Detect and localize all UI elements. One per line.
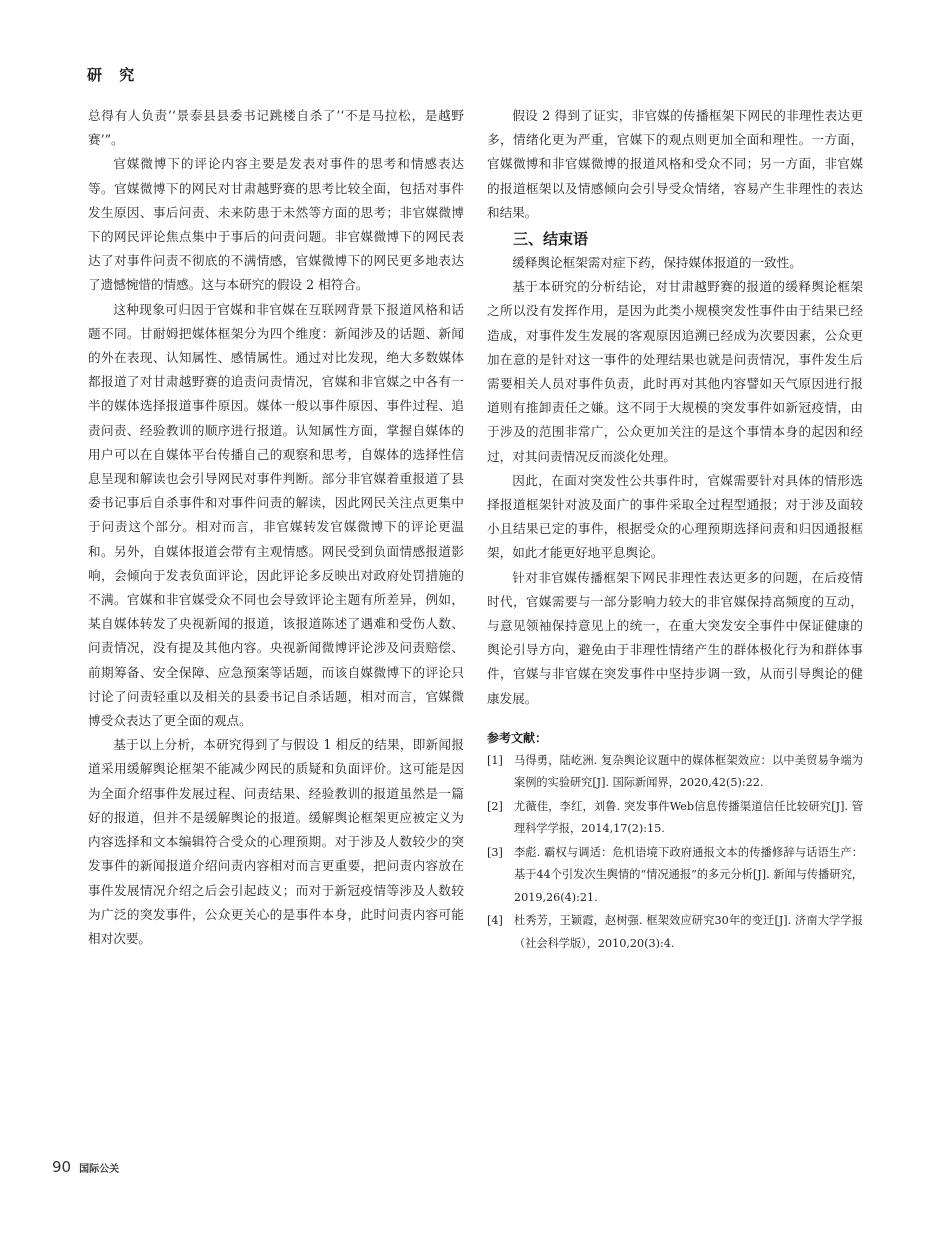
reference-text: 李彪. 霸权与调适：危机语境下政府通报文本的传播修辞与话语生产：基于44个引发次生舆情的“情况通报”的多元分析[J]. 新闻与传播研究，2019,26(4):21.	[514, 845, 863, 904]
paragraph: 假设 2 得到了证实，非官媒的传播框架下网民的非理性表达更多，情绪化更为严重，官媒下的观点则更加全面和理性。一方面，官媒微博和非官媒微博的报道风格和受众不同；另一方面，非官媒的报道框架以及情感倾向会引导受众情绪，容易产生非理性的表达和结果。	[487, 108, 863, 220]
paragraph: 总得有人负责’‘景泰县县委书记跳楼自杀了’‘不是马拉松，是越野赛’”。	[88, 108, 464, 148]
paragraph: 基于本研究的分析结论，对甘肃越野赛的报道的缓释舆论框架之所以没有发挥作用，是因为此类小规模突发性事件由于结果已经造成，对事件发生发展的客观原因追溯已经成为次要因素，公众更加在意的是针对这一事件的处理结果也就是问责情况，事件发生后需要相关人员对事件负责，此时再对其他内容譬如天气原因进行报道则有推卸责任之嫌。这不同于大规模的突发事件如新冠疫情，由于涉及的范围非常广，公众更加关注的是这个事情本身的起因和经过，对其问责情况反而淡化处理。	[487, 279, 863, 464]
paragraph: 官媒微博下的评论内容主要是发表对事件的思考和情感表达等。官媒微博下的网民对甘肃越野赛的思考比较全面，包括对事件发生原因、事后问责、未来防患于未然等方面的思考；非官媒微博下的网民评论焦点集中于事后的问责问题。非官媒微博下的网民表达了对事件问责不彻底的不满情感，官媒微博下的网民更多地表达了遗憾惋惜的情感。这与本研究的假设 2 相符合。	[88, 156, 464, 293]
reference-number: [3]	[487, 845, 503, 859]
reference-number: [4]	[487, 914, 503, 928]
reference-item	[487, 910, 863, 955]
section-label: 研 究	[87, 66, 141, 84]
journal-name: 国际公关	[79, 1164, 120, 1175]
reference-text: 马得勇，陆屹洲. 复杂舆论议题中的媒体框架效应：以中美贸易争端为案例的实验研究[J]. 国际新闻界，2020,42(5):22.	[514, 753, 863, 790]
section-heading: 三、结束语	[513, 230, 589, 249]
page-footer	[52, 1158, 119, 1176]
right-column	[487, 104, 863, 955]
reference-item	[487, 796, 863, 841]
paragraph: 因此，在面对突发性公共事件时，官媒需要针对具体的情形选择报道框架针对波及面广的事件采取全过程型通报；对于涉及面较小且结果已定的事件，根据受众的心理预期选择问责和归因通报框架，如此才能更好地平息舆论。	[487, 472, 863, 561]
references-title: 参考文献：	[487, 730, 548, 745]
left-column	[88, 104, 464, 951]
reference-text: 尤薇佳，李红，刘鲁. 突发事件Web信息传播渠道信任比较研究[J]. 管理科学学报，2014,17(2):15.	[514, 799, 863, 836]
reference-item	[487, 750, 863, 795]
paragraph: 针对非官媒传播框架下网民非理性表达更多的问题，在后疫情时代，官媒需要与一部分影响力较大的非官媒保持高频度的互动，与意见领袖保持意见上的统一，在重大突发安全事件中保证健康的舆论引导方向，避免由于非理性情绪产生的群体极化行为和群体事件，官媒与非官媒在突发事件中坚持步调一致，从而引导舆论的健康发展。	[487, 569, 863, 706]
reference-item	[487, 842, 863, 910]
reference-number: [2]	[487, 799, 503, 813]
reference-text: 杜秀芳，王颖霞，赵树强. 框架效应研究30年的变迁[J]. 济南大学学报（社会科学版），2010,20(3):4.	[514, 914, 863, 950]
paragraph: 基于以上分析，本研究得到了与假设 1 相反的结果，即新闻报道采用缓解舆论框架不能减少网民的质疑和负面评价。这可能是因为全面介绍事件发展过程、问责结果、经验教训的报道虽然是一篇好的报道，但并不是缓解舆论的报道。缓解舆论框架更应被定义为内容选择和文本编辑符合受众的心理预期。对于涉及人数较少的突发事件的新闻报道介绍问责内容相对而言更重要，把问责内容放在事件发展情况介绍之后会引起歧义；而对于新冠疫情等涉及人数较为广泛的突发事件，公众更关心的是事件本身，此时问责内容可能相对次要。	[88, 737, 464, 946]
page-number: 90	[52, 1158, 72, 1176]
paragraph: 这种现象可归因于官媒和非官媒在互联网背景下报道风格和话题不同。甘耐姆把媒体框架分为四个维度：新闻涉及的话题、新闻的外在表现、认知属性、感情属性。通过对比发现，绝大多数媒体都报道了对甘肃越野赛的追责问责情况，官媒和非官媒之中各有一半的媒体选择报道事件原因。媒体一般以事件原因、事件过程、追责问责、经验教训的顺序进行报道。认知属性方面，掌握自媒体的用户可以在自媒体平台传播自己的观察和思考，自媒体的选择性信息呈现和解读也会引导网民对事件判断。部分非官媒着重报道了县委书记事后自杀事件和对事件问责的解读，因此网民关注点更集中于问责这个部分。相对而言，非官媒转发官媒微博下的评论更温和。另外，自媒体报道会带有主观情感。网民受到负面情感报道影响，会倾向于发表负面评论，因此评论多反映出对政府处罚措施的不满。官媒和非官媒受众不同也会导致评论主题有所差异，例如，某自媒体转发了央视新闻的报道，该报道陈述了遇难和受伤人数、问责情况，没有提及其他内容。央视新闻微博评论涉及问责赔偿、前期筹备、安全保障、应急预案等话题，而该自媒微博下的评论只讨论了问责轻重以及相关的县委书记自杀话题，相对而言，官媒微博受众表达了更全面的观点。	[88, 301, 464, 729]
reference-number: [1]	[487, 753, 503, 767]
paragraph: 缓释舆论框架需对症下药，保持媒体报道的一致性。	[512, 255, 802, 271]
